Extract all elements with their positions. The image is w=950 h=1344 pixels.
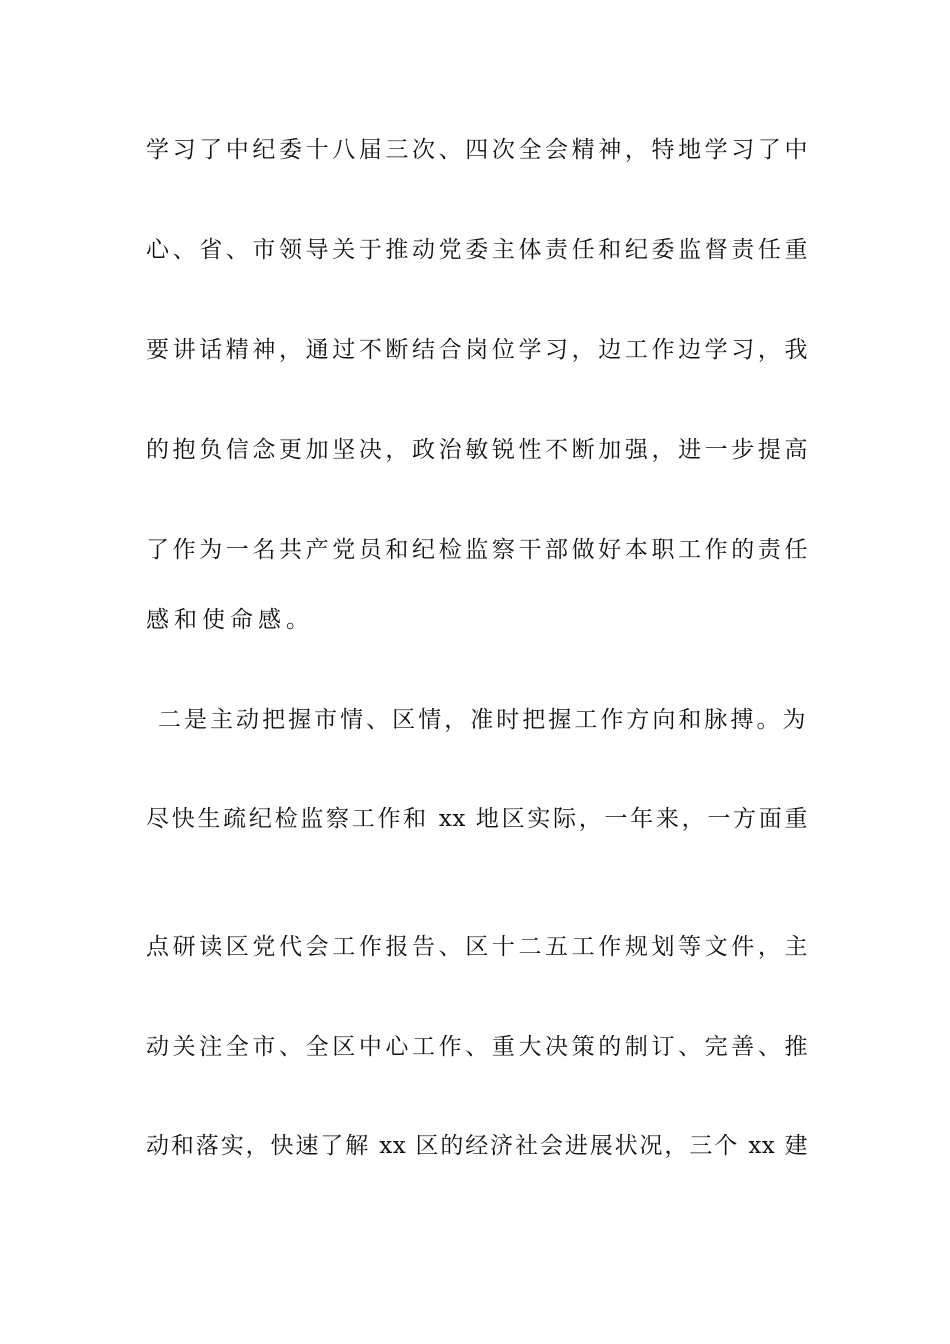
- text-line-2: 心、省、市领导关于推动党委主体责任和纪委监督责任重: [146, 237, 808, 263]
- text-line-11: 动和落实，快速了解 xx 区的经济社会进展状况，三个 xx 建: [146, 1133, 808, 1159]
- text-line-4: 的抱负信念更加坚决，政治敏锐性不断加强，进一步提高: [146, 437, 808, 463]
- text-line-3: 要讲话精神，通过不断结合岗位学习，边工作边学习，我: [146, 337, 808, 363]
- text-line-5: 了作为一名共产党员和纪检监察干部做好本职工作的责任: [146, 537, 808, 563]
- text-line-10: 动关注全市、全区中心工作、重大决策的制订、完善、推: [146, 1034, 808, 1060]
- text-line-9: 点研读区党代会工作报告、区十二五工作规划等文件，主: [146, 934, 808, 960]
- text-line-7: 二是主动把握市情、区情，准时把握工作方向和脉搏。为: [158, 707, 806, 733]
- text-line-1: 学习了中纪委十八届三次、四次全会精神，特地学习了中: [146, 137, 808, 163]
- text-line-8: 尽快生疏纪检监察工作和 xx 地区实际，一年来，一方面重: [146, 806, 808, 832]
- text-line-6: 感和使命感。: [146, 607, 314, 633]
